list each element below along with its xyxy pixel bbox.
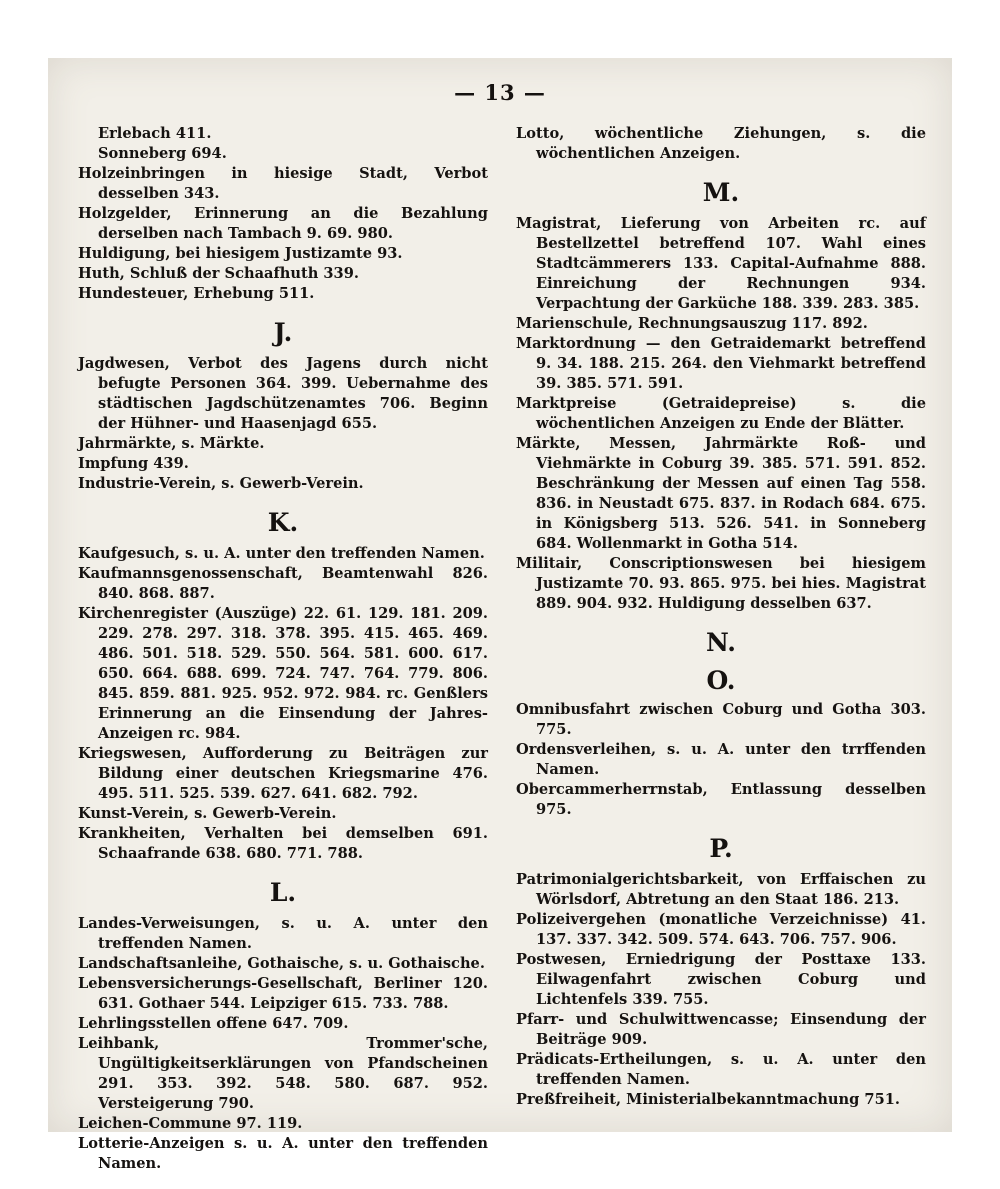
- index-entry: Industrie-Verein, s. Gewerb-Verein.: [78, 475, 364, 492]
- index-entry: Marktordnung — den Getraidemarkt betreffend 9. 34. 188. 215. 264. den Viehmarkt betreffend 39. 385. 571. 591.: [516, 335, 926, 392]
- index-entry: Lotterie-Anzeigen s. u. A. unter den treffenden Namen.: [78, 1135, 488, 1172]
- index-entry: Kirchenregister (Auszüge) 22. 61. 129. 181. 209. 229. 278. 297. 318. 378. 395. 415. 465. 469. 486. 501. 518. 529. 550. 564. 581. 600. 617. 650. 664. 688. 699. 724. 747. 764. 779. 806. 845. 859. 881. 925. 952. 972. 984. rc. Genßlers Erinnerung an die Einsendung der Jahres-Anzeigen rc. 984.: [78, 605, 488, 742]
- index-entry: Kunst-Verein, s. Gewerb-Verein.: [78, 805, 337, 822]
- index-entry: Märkte, Messen, Jahrmärkte Roß- und Viehmärkte in Coburg 39. 385. 571. 591. 852. Beschränkung der Messen auf einen Tag 558. 836. in Neustadt 675. 837. in Rodach 684. 675. in Königsberg 513. 526. 541. in Sonneberg 684. Wollenmarkt in Gotha 514.: [516, 435, 926, 552]
- index-entry: Huldigung, bei hiesigem Justizamte 93.: [78, 245, 403, 262]
- section-letter: K.: [267, 508, 299, 537]
- index-entry: Hundesteuer, Erhebung 511.: [78, 285, 315, 302]
- index-entry: Polizeivergehen (monatliche Verzeichnisse) 41. 137. 337. 342. 509. 574. 643. 706. 757. 906.: [516, 911, 926, 948]
- index-entry: Jahrmärkte, s. Märkte.: [78, 435, 265, 452]
- index-entry: Marktpreise (Getraidepreise) s. die wöchentlichen Anzeigen zu Ende der Blätter.: [516, 395, 926, 432]
- index-entry: Lehrlingsstellen offene 647. 709.: [78, 1015, 349, 1032]
- section-letter: L.: [269, 878, 297, 907]
- index-entry: Huth, Schluß der Schaafhuth 339.: [78, 265, 359, 282]
- section-letter: P.: [709, 834, 733, 863]
- section-letter: J.: [273, 318, 293, 347]
- right-column: [516, 124, 926, 1110]
- index-entry: Obercammerherrnstab, Entlassung desselben 975.: [516, 781, 926, 818]
- index-entry: Impfung 439.: [78, 455, 189, 472]
- page-number: — 13 —: [454, 80, 546, 105]
- index-entry: Krankheiten, Verhalten bei demselben 691. Schaafrande 638. 680. 771. 788.: [78, 825, 488, 862]
- index-entry: Militair, Conscriptionswesen bei hiesigem Justizamte 70. 93. 865. 975. bei hies. Magistrat 889. 904. 932. Huldigung desselben 637.: [516, 555, 926, 612]
- index-entry: Omnibusfahrt zwischen Coburg und Gotha 303. 775.: [516, 701, 926, 738]
- section-letter: O.: [706, 666, 736, 695]
- index-entry: Marienschule, Rechnungsauszug 117. 892.: [516, 315, 868, 332]
- index-entry: Landschaftsanleihe, Gothaische, s. u. Gothaische.: [78, 955, 485, 972]
- index-entry: Kriegswesen, Aufforderung zu Beiträgen zur Bildung einer deutschen Kriegsmarine 476. 495. 511. 525. 539. 627. 641. 682. 792.: [78, 745, 488, 802]
- left-column: [78, 124, 488, 1174]
- index-entry: Holzeinbringen in hiesige Stadt, Verbot desselben 343.: [78, 165, 488, 202]
- index-entry: Pfarr- und Schulwittwencasse; Einsendung der Beiträge 909.: [516, 1011, 926, 1048]
- index-entry: Lotto, wöchentliche Ziehungen, s. die wöchentlichen Anzeigen.: [516, 125, 926, 162]
- index-entry: Magistrat, Lieferung von Arbeiten rc. auf Bestellzettel betreffend 107. Wahl eines Stadtcämmerers 133. Capital-Aufnahme 888. Einreichung der Rechnungen 934. Verpachtung der Garküche 188. 339. 283. 385.: [516, 215, 926, 312]
- index-entry: Leihbank, Trommer'sche, Ungültigkeitserklärungen von Pfandscheinen 291. 353. 392. 548. 580. 687. 952. Versteigerung 790.: [78, 1035, 488, 1112]
- index-entry: Holzgelder, Erinnerung an die Bezahlung derselben nach Tambach 9. 69. 980.: [78, 205, 488, 242]
- section-letter: M.: [702, 178, 740, 207]
- index-entry: Jagdwesen, Verbot des Jagens durch nicht befugte Personen 364. 399. Uebernahme des städtischen Jagdschützenamtes 706. Beginn der Hühner- und Haasenjagd 655.: [78, 355, 488, 432]
- index-entry: Ordensverleihen, s. u. A. unter den trrffenden Namen.: [516, 741, 926, 778]
- section-letter: N.: [706, 628, 736, 657]
- index-entry: Kaufgesuch, s. u. A. unter den treffenden Namen.: [78, 545, 485, 562]
- index-entry: Sonneberg 694.: [98, 145, 227, 162]
- index-entry: Prädicats-Ertheilungen, s. u. A. unter den treffenden Namen.: [516, 1051, 926, 1088]
- index-entry: Preßfreiheit, Ministerialbekanntmachung 751.: [516, 1091, 900, 1108]
- index-entry: Erlebach 411.: [98, 125, 212, 142]
- index-entry: Postwesen, Erniedrigung der Posttaxe 133. Eilwagenfahrt zwischen Coburg und Lichtenfels 339. 755.: [516, 951, 926, 1008]
- index-entry: Leichen-Commune 97. 119.: [78, 1115, 303, 1132]
- index-entry: Landes-Verweisungen, s. u. A. unter den treffenden Namen.: [78, 915, 488, 952]
- index-entry: Kaufmannsgenossenschaft, Beamtenwahl 826. 840. 868. 887.: [78, 565, 488, 602]
- index-entry: Patrimonialgerichtsbarkeit, von Erffaischen zu Wörlsdorf, Abtretung an den Staat 186. 213.: [516, 871, 926, 908]
- index-entry: Lebensversicherungs-Gesellschaft, Berliner 120. 631. Gothaer 544. Leipziger 615. 733. 788.: [78, 975, 488, 1012]
